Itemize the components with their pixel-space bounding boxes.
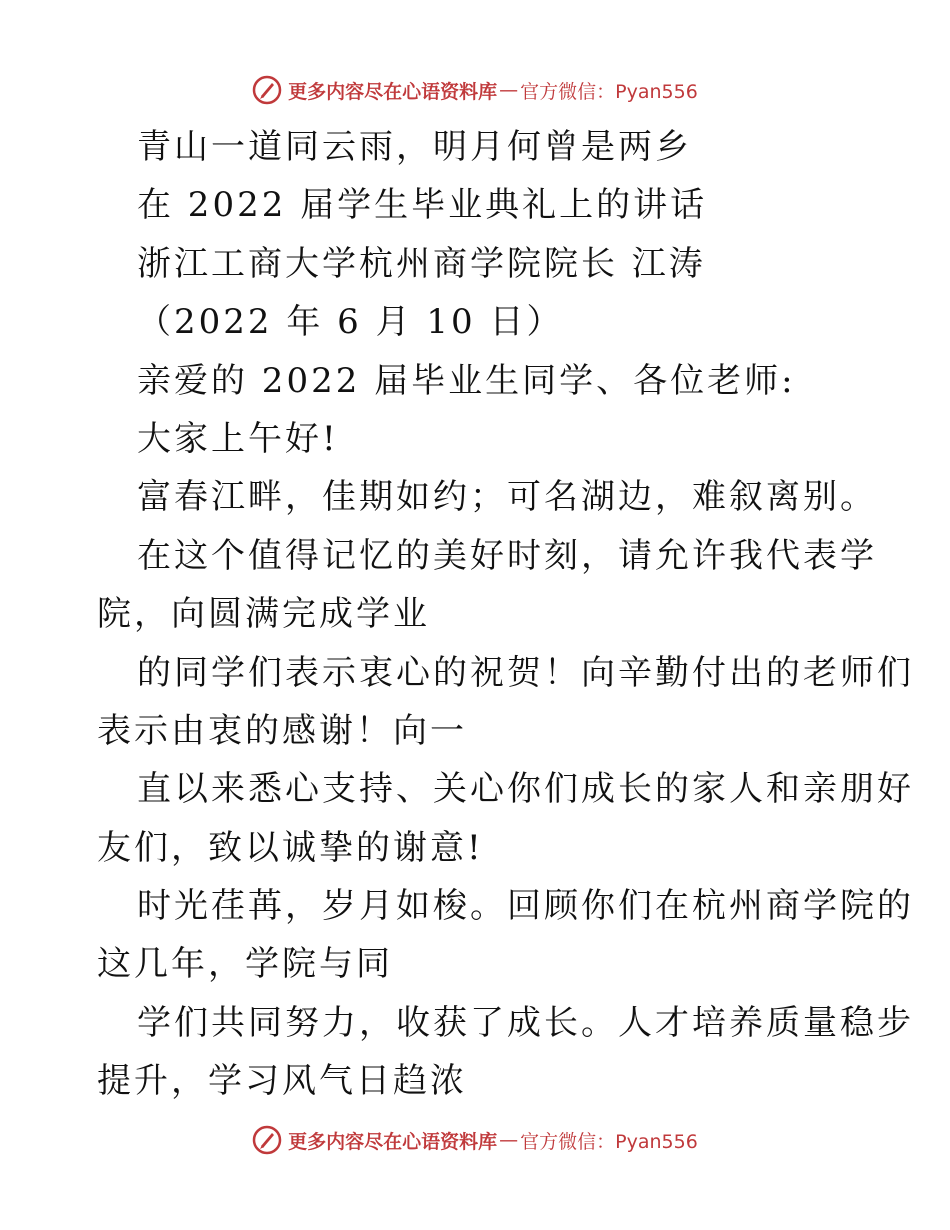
doc-title: 青山一道同云雨，明月何曾是两乡 — [137, 127, 692, 167]
watermark-brand-text: 更多内容尽在心语资料库 — [288, 80, 498, 103]
document-body — [97, 118, 914, 1111]
watermark-separator: — — [499, 79, 519, 101]
doc-line: 富春江畔，佳期如约；可名湖边，难叙离别。 — [137, 477, 877, 518]
doc-line: 这几年，学院与同 — [97, 944, 393, 985]
doc-line: 学们共同努力，收获了成长。人才培养质量稳步 — [137, 1002, 914, 1043]
quill-seal-icon — [252, 75, 282, 105]
header-watermark — [0, 70, 950, 110]
doc-line: 的同学们表示衷心的祝贺！向辛勤付出的老师们 — [137, 652, 914, 693]
doc-greeting: 大家上午好! — [137, 418, 339, 459]
doc-date: （2022 年 6 月 10 日） — [137, 302, 564, 343]
footer-watermark — [0, 1120, 950, 1160]
watermark-contact-text: 官方微信：Pyan556 — [520, 80, 698, 103]
watermark-contact-text: 官方微信：Pyan556 — [520, 1130, 698, 1153]
doc-subtitle: 在 2022 届学生毕业典礼上的讲话 — [137, 185, 708, 226]
doc-line: 时光荏苒，岁月如梭。回顾你们在杭州商学院的 — [137, 886, 914, 927]
quill-seal-icon — [252, 1125, 282, 1155]
watermark-separator: — — [499, 1129, 519, 1151]
doc-line: 友们，致以诚挚的谢意! — [97, 827, 484, 868]
doc-line: 直以来悉心支持、关心你们成长的家人和亲朋好 — [137, 769, 914, 810]
doc-line: 在这个值得记忆的美好时刻，请允许我代表学 — [137, 535, 877, 576]
doc-line: 院，向圆满完成学业 — [97, 594, 430, 635]
doc-author: 浙江工商大学杭州商学院院长 江涛 — [137, 243, 706, 284]
watermark-brand-text: 更多内容尽在心语资料库 — [288, 1130, 498, 1153]
doc-salutation: 亲爱的 2022 届毕业生同学、各位老师: — [137, 360, 796, 401]
doc-line: 提升，学习风气日趋浓 — [97, 1061, 467, 1102]
doc-line: 表示由衷的感谢！向一 — [97, 710, 467, 751]
